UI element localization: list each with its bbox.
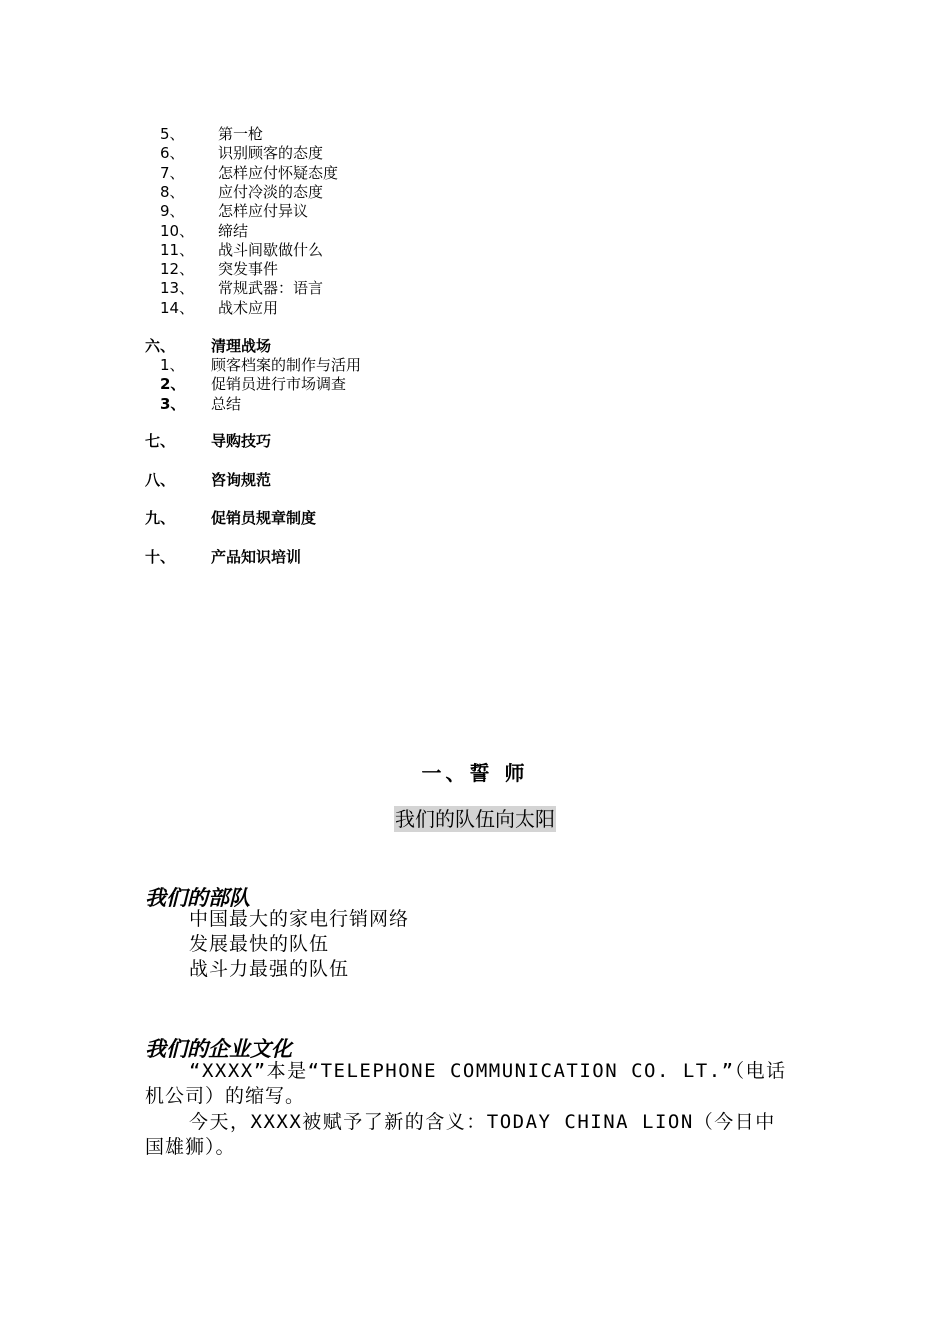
toc-item-text: 突发事件 <box>218 260 279 279</box>
section-number: 六、 <box>145 337 176 355</box>
toc-item-text: 怎样应付异议 <box>218 202 309 221</box>
toc-subitem-text: 促销员进行市场调查 <box>211 375 347 394</box>
toc-item-text: 战斗间歇做什么 <box>218 240 324 259</box>
toc-item-text: 战术应用 <box>218 298 279 317</box>
toc-item-text: 识别顾客的态度 <box>218 144 324 163</box>
section-title: 咨询规范 <box>211 470 272 489</box>
toc-item-number: 8、 <box>160 182 185 201</box>
toc-item-number: 7、 <box>160 163 185 182</box>
section-number: 八、 <box>145 470 176 489</box>
troops-line: 发展最快的队伍 <box>189 933 330 955</box>
section-number: 十、 <box>145 547 176 566</box>
section-title: 导购技巧 <box>211 432 272 450</box>
section-title: 清理战场 <box>211 337 272 355</box>
culture-paragraph-1-line-2: 机公司）的缩写。 <box>145 1085 306 1107</box>
toc-subitem-number: 1、 <box>160 356 185 374</box>
section-title: 产品知识培训 <box>211 547 302 566</box>
chapter-subtitle: 我们的队伍向太阳 <box>395 807 555 831</box>
section-number: 九、 <box>145 509 176 528</box>
section-title: 促销员规章制度 <box>211 509 317 528</box>
toc-item-text: 应付冷淡的态度 <box>218 182 324 201</box>
toc-item-number: 10、 <box>160 221 195 240</box>
toc-item-number: 5、 <box>160 125 185 143</box>
toc-item-number: 13、 <box>160 279 195 298</box>
toc-item-number: 11、 <box>160 240 195 259</box>
toc-item-text: 第一枪 <box>218 125 264 143</box>
toc-item-number: 12、 <box>160 260 195 279</box>
toc-subitem-text: 顾客档案的制作与活用 <box>211 356 362 374</box>
toc-subitem-number: 2、 <box>160 375 186 394</box>
toc-item-number: 14、 <box>160 298 195 317</box>
culture-heading: 我们的企业文化 <box>145 1037 292 1061</box>
troops-line: 战斗力最强的队伍 <box>189 958 350 980</box>
chapter-title: 一、誓 师 <box>421 761 529 785</box>
culture-paragraph-2-line-2: 国雄狮）。 <box>145 1136 236 1158</box>
toc-item-number: 9、 <box>160 202 185 221</box>
toc-item-number: 6、 <box>160 144 185 163</box>
our-troops-heading: 我们的部队 <box>145 886 250 910</box>
toc-subitem-number: 3、 <box>160 394 186 413</box>
toc-item-text: 怎样应付怀疑态度 <box>218 163 339 182</box>
toc-subitem-text: 总结 <box>211 394 242 413</box>
culture-paragraph-1-line-1: “XXXX”本是“TELEPHONE COMMUNICATION CO. LT.”（电话 <box>189 1060 787 1082</box>
culture-paragraph-2-line-1: 今天，XXXX被赋予了新的含义：TODAY CHINA LION（今日中 <box>189 1111 776 1133</box>
troops-line: 中国最大的家电行销网络 <box>189 908 410 930</box>
toc-item-text: 常规武器：语言 <box>218 279 324 298</box>
section-number: 七、 <box>145 432 176 450</box>
toc-item-text: 缔结 <box>218 221 249 240</box>
